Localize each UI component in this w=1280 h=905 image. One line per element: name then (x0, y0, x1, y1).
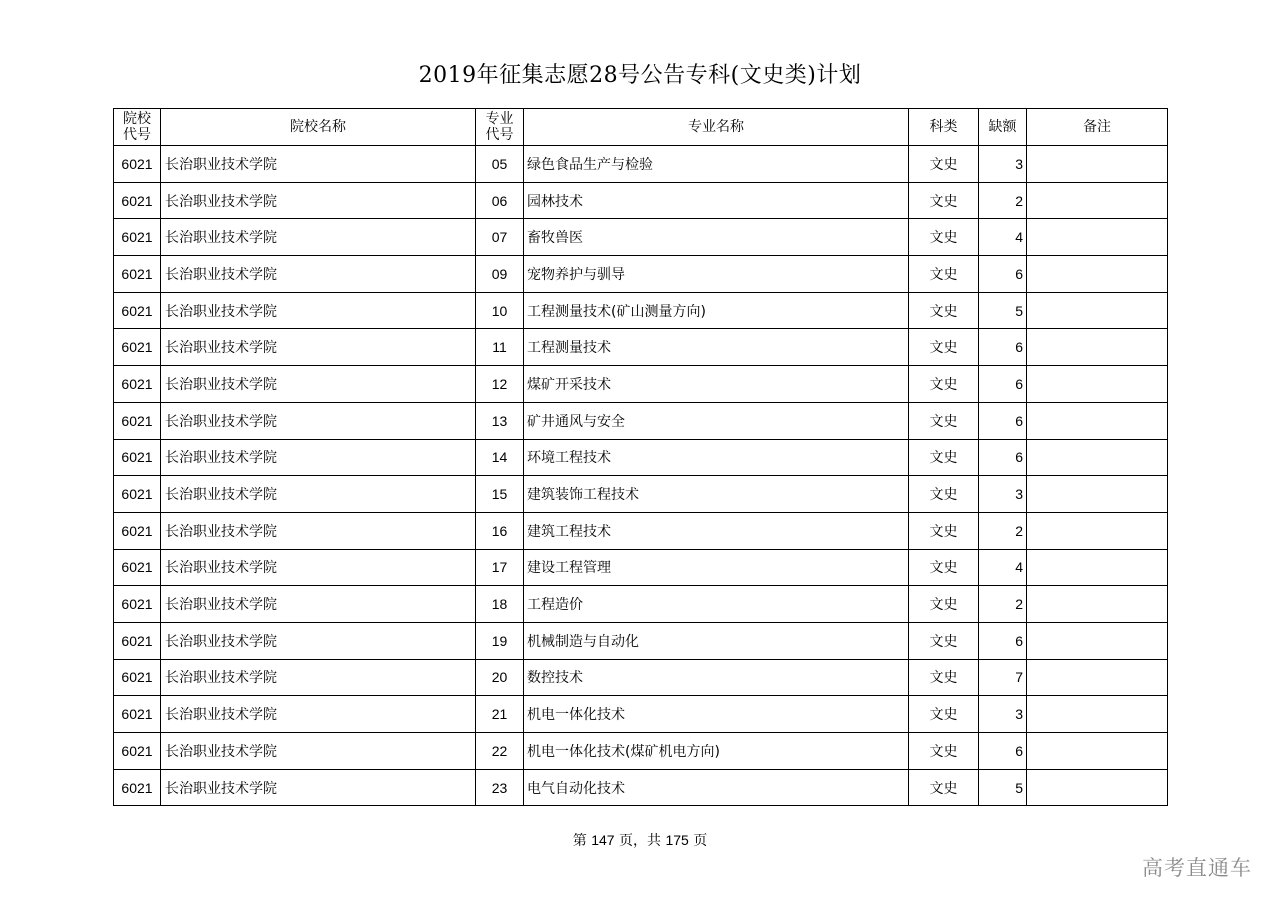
cell-school-name: 长治职业技术学院 (161, 733, 476, 770)
cell-vacancy: 2 (979, 512, 1027, 549)
table-row (114, 659, 1168, 696)
cell-school-code: 6021 (114, 219, 161, 256)
cell-school-code: 6021 (114, 733, 161, 770)
cell-school-name: 长治职业技术学院 (161, 256, 476, 293)
cell-school-name: 长治职业技术学院 (161, 182, 476, 219)
header-major-code (476, 109, 524, 146)
table-header-row (114, 109, 1168, 146)
watermark-logo: 高考直通车 (1142, 856, 1252, 880)
table-row (114, 512, 1168, 549)
cell-vacancy: 2 (979, 182, 1027, 219)
table-row (114, 219, 1168, 256)
cell-vacancy: 6 (979, 622, 1027, 659)
table-row (114, 622, 1168, 659)
footer-middle: 页，共 (619, 833, 661, 849)
cell-major-name: 建设工程管理 (524, 549, 909, 586)
cell-category: 文史 (909, 439, 979, 476)
header-school-code-line2: 代号 (123, 127, 151, 143)
cell-school-code: 6021 (114, 512, 161, 549)
cell-vacancy: 6 (979, 733, 1027, 770)
cell-major-code: 11 (476, 329, 524, 366)
cell-major-code: 16 (476, 512, 524, 549)
cell-remarks (1027, 586, 1168, 623)
table-row (114, 769, 1168, 806)
cell-major-code: 09 (476, 256, 524, 293)
cell-school-code: 6021 (114, 182, 161, 219)
cell-vacancy: 6 (979, 256, 1027, 293)
cell-school-code: 6021 (114, 696, 161, 733)
cell-major-code: 20 (476, 659, 524, 696)
cell-major-name: 煤矿开采技术 (524, 366, 909, 403)
cell-school-code: 6021 (114, 476, 161, 513)
table-row (114, 329, 1168, 366)
cell-major-code: 17 (476, 549, 524, 586)
cell-major-name: 数控技术 (524, 659, 909, 696)
cell-remarks (1027, 733, 1168, 770)
cell-major-code: 21 (476, 696, 524, 733)
cell-vacancy: 4 (979, 549, 1027, 586)
cell-vacancy: 6 (979, 402, 1027, 439)
page-footer (0, 830, 1280, 850)
cell-school-code: 6021 (114, 549, 161, 586)
cell-category: 文史 (909, 769, 979, 806)
cell-major-name: 环境工程技术 (524, 439, 909, 476)
cell-major-code: 12 (476, 366, 524, 403)
cell-school-name: 长治职业技术学院 (161, 146, 476, 183)
cell-remarks (1027, 439, 1168, 476)
cell-school-name: 长治职业技术学院 (161, 769, 476, 806)
cell-school-name: 长治职业技术学院 (161, 476, 476, 513)
cell-school-name: 长治职业技术学院 (161, 696, 476, 733)
header-major-name: 专业名称 (524, 109, 909, 146)
cell-school-name: 长治职业技术学院 (161, 402, 476, 439)
cell-major-name: 工程造价 (524, 586, 909, 623)
cell-remarks (1027, 769, 1168, 806)
cell-school-name: 长治职业技术学院 (161, 219, 476, 256)
cell-category: 文史 (909, 512, 979, 549)
cell-major-code: 18 (476, 586, 524, 623)
cell-school-name: 长治职业技术学院 (161, 292, 476, 329)
cell-school-name: 长治职业技术学院 (161, 659, 476, 696)
cell-major-name: 电气自动化技术 (524, 769, 909, 806)
table-row (114, 476, 1168, 513)
cell-remarks (1027, 366, 1168, 403)
cell-category: 文史 (909, 622, 979, 659)
header-school-name: 院校名称 (161, 109, 476, 146)
cell-school-code: 6021 (114, 256, 161, 293)
cell-category: 文史 (909, 696, 979, 733)
cell-major-name: 建筑装饰工程技术 (524, 476, 909, 513)
cell-major-name: 园林技术 (524, 182, 909, 219)
cell-school-name: 长治职业技术学院 (161, 622, 476, 659)
cell-remarks (1027, 549, 1168, 586)
cell-category: 文史 (909, 659, 979, 696)
cell-vacancy: 3 (979, 146, 1027, 183)
cell-remarks (1027, 402, 1168, 439)
cell-school-code: 6021 (114, 586, 161, 623)
cell-major-code: 19 (476, 622, 524, 659)
cell-remarks (1027, 182, 1168, 219)
cell-vacancy: 5 (979, 769, 1027, 806)
cell-school-name: 长治职业技术学院 (161, 586, 476, 623)
header-school-code-line1: 院校 (123, 111, 151, 127)
footer-total-pages: 175 (665, 832, 689, 848)
cell-major-name: 机电一体化技术 (524, 696, 909, 733)
cell-major-name: 矿井通风与安全 (524, 402, 909, 439)
cell-school-code: 6021 (114, 439, 161, 476)
cell-category: 文史 (909, 549, 979, 586)
cell-category: 文史 (909, 256, 979, 293)
cell-major-name: 机械制造与自动化 (524, 622, 909, 659)
cell-major-code: 05 (476, 146, 524, 183)
table-row (114, 696, 1168, 733)
header-school-code (114, 109, 161, 146)
cell-remarks (1027, 512, 1168, 549)
cell-school-code: 6021 (114, 146, 161, 183)
cell-major-name: 宠物养护与驯导 (524, 256, 909, 293)
cell-vacancy: 5 (979, 292, 1027, 329)
cell-school-code: 6021 (114, 292, 161, 329)
table-row (114, 146, 1168, 183)
cell-remarks (1027, 659, 1168, 696)
cell-major-code: 07 (476, 219, 524, 256)
cell-category: 文史 (909, 586, 979, 623)
table-row (114, 402, 1168, 439)
footer-suffix: 页 (693, 833, 708, 849)
cell-school-name: 长治职业技术学院 (161, 512, 476, 549)
cell-major-code: 14 (476, 439, 524, 476)
cell-school-code: 6021 (114, 366, 161, 403)
cell-major-code: 15 (476, 476, 524, 513)
cell-school-code: 6021 (114, 769, 161, 806)
cell-remarks (1027, 256, 1168, 293)
header-major-code-line2: 代号 (485, 127, 514, 143)
cell-category: 文史 (909, 146, 979, 183)
cell-category: 文史 (909, 476, 979, 513)
cell-remarks (1027, 146, 1168, 183)
table-row (114, 256, 1168, 293)
cell-vacancy: 4 (979, 219, 1027, 256)
cell-major-name: 畜牧兽医 (524, 219, 909, 256)
cell-remarks (1027, 696, 1168, 733)
table-row (114, 292, 1168, 329)
cell-vacancy: 2 (979, 586, 1027, 623)
cell-vacancy: 6 (979, 329, 1027, 366)
cell-major-name: 建筑工程技术 (524, 512, 909, 549)
cell-vacancy: 3 (979, 696, 1027, 733)
cell-school-name: 长治职业技术学院 (161, 439, 476, 476)
cell-major-code: 06 (476, 182, 524, 219)
header-vacancy: 缺额 (979, 109, 1027, 146)
cell-school-code: 6021 (114, 622, 161, 659)
table-row (114, 182, 1168, 219)
cell-school-code: 6021 (114, 329, 161, 366)
cell-major-code: 13 (476, 402, 524, 439)
page-title: 2019年征集志愿28号公告专科(文史类)计划 (418, 63, 862, 88)
cell-remarks (1027, 622, 1168, 659)
cell-remarks (1027, 329, 1168, 366)
cell-major-name: 工程测量技术(矿山测量方向) (524, 292, 909, 329)
cell-major-name: 机电一体化技术(煤矿机电方向) (524, 733, 909, 770)
cell-major-code: 22 (476, 733, 524, 770)
cell-remarks (1027, 219, 1168, 256)
cell-major-code: 10 (476, 292, 524, 329)
table-row (114, 733, 1168, 770)
cell-vacancy: 6 (979, 439, 1027, 476)
table-row (114, 366, 1168, 403)
cell-major-name: 工程测量技术 (524, 329, 909, 366)
cell-school-code: 6021 (114, 402, 161, 439)
cell-remarks (1027, 292, 1168, 329)
cell-school-name: 长治职业技术学院 (161, 329, 476, 366)
table-row (114, 549, 1168, 586)
cell-vacancy: 6 (979, 366, 1027, 403)
cell-major-name: 绿色食品生产与检验 (524, 146, 909, 183)
header-remarks: 备注 (1027, 109, 1168, 146)
cell-category: 文史 (909, 329, 979, 366)
cell-category: 文史 (909, 733, 979, 770)
cell-school-code: 6021 (114, 659, 161, 696)
cell-category: 文史 (909, 366, 979, 403)
cell-category: 文史 (909, 182, 979, 219)
footer-page-number: 147 (591, 832, 615, 848)
cell-remarks (1027, 476, 1168, 513)
cell-school-name: 长治职业技术学院 (161, 549, 476, 586)
cell-major-code: 23 (476, 769, 524, 806)
cell-school-name: 长治职业技术学院 (161, 366, 476, 403)
header-category: 科类 (909, 109, 979, 146)
table-row (114, 439, 1168, 476)
header-major-code-line1: 专业 (485, 111, 514, 127)
cell-vacancy: 3 (979, 476, 1027, 513)
footer-prefix: 第 (572, 833, 587, 849)
cell-category: 文史 (909, 292, 979, 329)
plan-table (113, 108, 1168, 806)
cell-vacancy: 7 (979, 659, 1027, 696)
cell-category: 文史 (909, 402, 979, 439)
table-row (114, 586, 1168, 623)
cell-category: 文史 (909, 219, 979, 256)
